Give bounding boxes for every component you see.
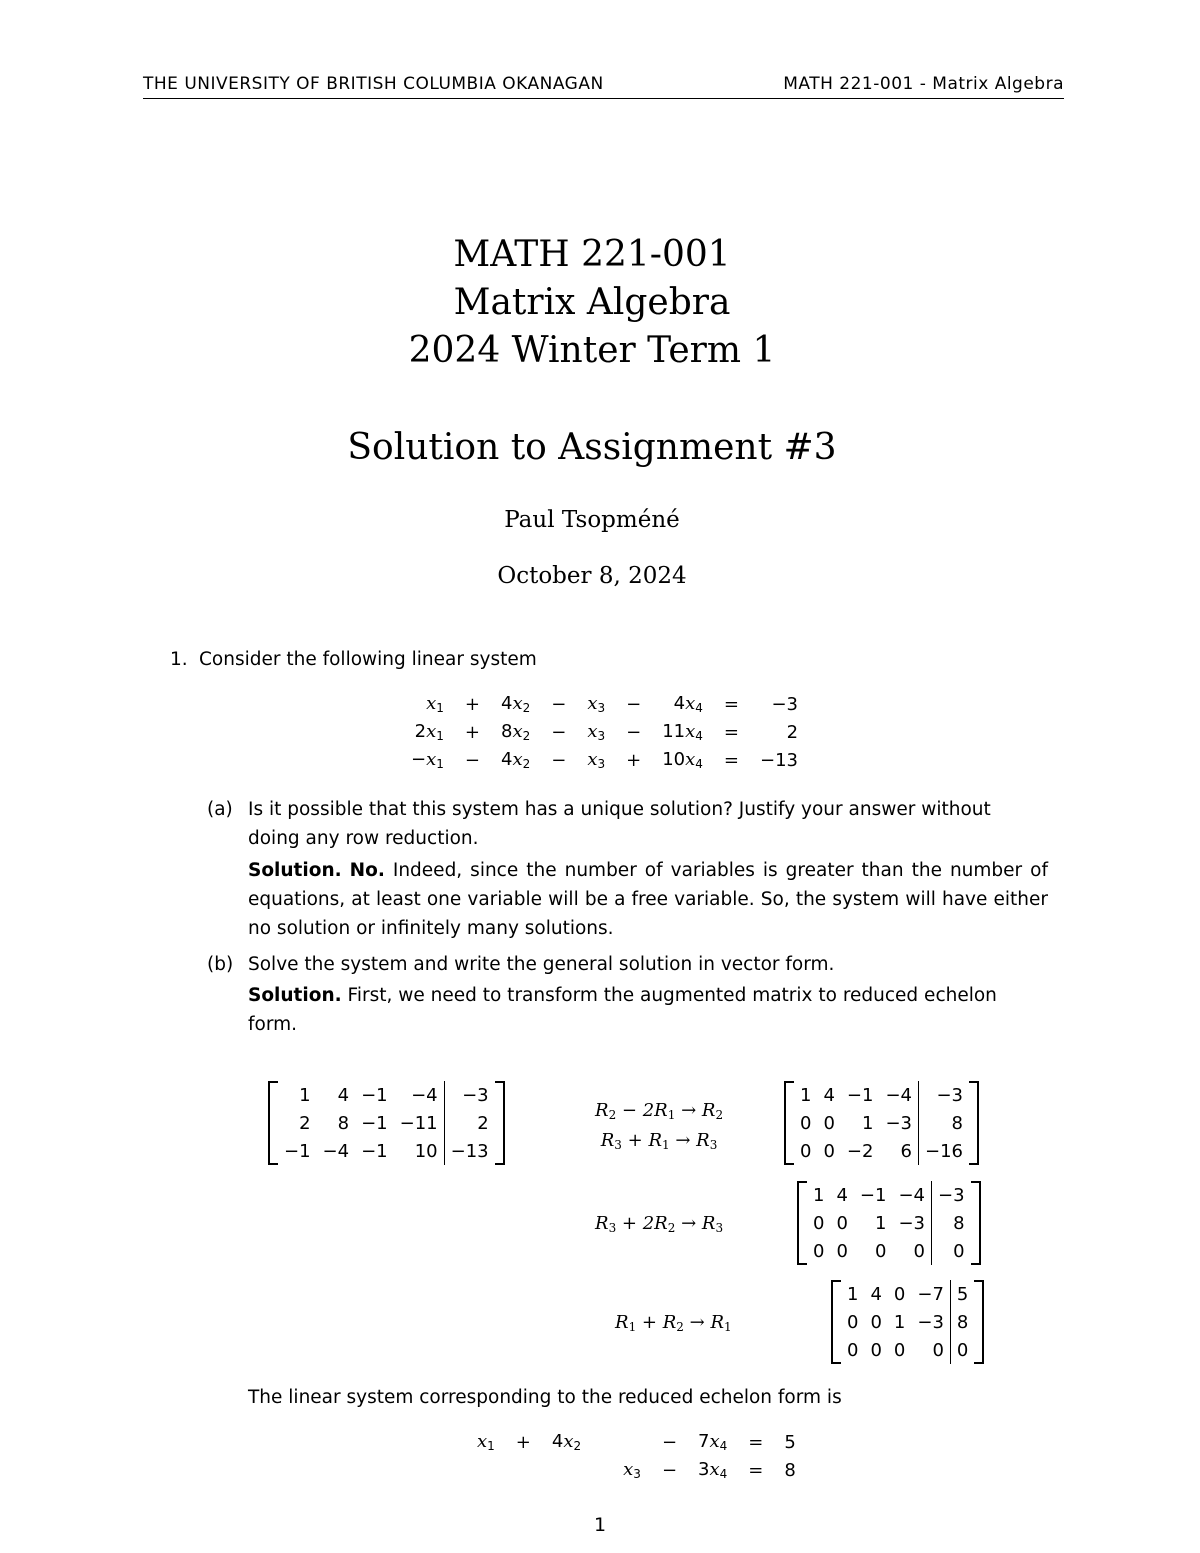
matrix-entry: −13 bbox=[444, 1137, 495, 1165]
subscript: 3 bbox=[597, 757, 606, 771]
matrix-entry: 8 bbox=[919, 1109, 970, 1137]
subscript: 1 bbox=[436, 729, 444, 743]
row-op: $R_3 + R_1 \to R_3$ bbox=[600, 1130, 718, 1152]
operator: + bbox=[464, 693, 480, 715]
term bbox=[580, 690, 612, 718]
term bbox=[494, 746, 537, 774]
operator: + bbox=[464, 721, 480, 743]
operator: + bbox=[515, 1431, 531, 1453]
subscript: 1 bbox=[487, 1439, 495, 1453]
matrix-row bbox=[794, 1137, 969, 1165]
term bbox=[655, 718, 710, 746]
variable: x bbox=[426, 693, 437, 714]
matrix-entry: 4 bbox=[823, 1084, 835, 1106]
equation-row bbox=[404, 718, 805, 746]
operator: = bbox=[723, 749, 740, 771]
matrix-row bbox=[794, 1081, 969, 1109]
header-university: THE UNIVERSITY OF BRITISH COLUMBIA OKANAGAN bbox=[143, 74, 604, 94]
rhs-value: −13 bbox=[760, 749, 799, 771]
matrix-entry: 0 bbox=[875, 1240, 887, 1262]
variable: x bbox=[709, 1431, 720, 1452]
coefficient: − bbox=[411, 749, 427, 770]
term bbox=[470, 1456, 502, 1484]
matrix-entry: 1 bbox=[893, 1311, 906, 1333]
operator bbox=[502, 1456, 545, 1484]
matrix-entry: 0 bbox=[932, 1339, 944, 1361]
matrix-entry: −7 bbox=[917, 1283, 944, 1305]
matrix-entry: −1 bbox=[859, 1184, 887, 1206]
coefficient: 2 bbox=[414, 721, 427, 742]
operator: − bbox=[626, 693, 642, 715]
matrix-entry: 1 bbox=[875, 1212, 887, 1234]
matrix-row bbox=[278, 1109, 495, 1137]
matrix-row bbox=[278, 1137, 495, 1165]
matrix-entry: −3 bbox=[885, 1112, 912, 1134]
term bbox=[545, 1428, 588, 1456]
equation-row bbox=[470, 1428, 803, 1456]
term bbox=[616, 1428, 648, 1456]
variable: x bbox=[709, 1459, 720, 1480]
matrix-entry: 0 bbox=[913, 1240, 925, 1262]
variable: x bbox=[426, 721, 437, 742]
operator bbox=[588, 1456, 616, 1484]
equation-row bbox=[404, 746, 805, 774]
matrix-original bbox=[268, 1081, 505, 1165]
course-code: MATH 221-001 bbox=[453, 234, 731, 275]
variable: x bbox=[512, 721, 523, 742]
operator: − bbox=[661, 1431, 678, 1453]
matrix-entry: −1 bbox=[361, 1084, 388, 1106]
solution-answer: No. bbox=[349, 860, 385, 881]
matrix-entry: −3 bbox=[917, 1311, 944, 1333]
subscript: 1 bbox=[436, 757, 444, 771]
course-name: Matrix Algebra bbox=[453, 282, 731, 323]
matrix-entry: 1 bbox=[299, 1084, 311, 1106]
matrix-entry: −3 bbox=[919, 1081, 970, 1109]
matrix-entry: −1 bbox=[361, 1112, 388, 1134]
rhs-value: 2 bbox=[786, 721, 799, 743]
part-a-solution bbox=[248, 856, 1048, 943]
matrix-row bbox=[841, 1336, 974, 1364]
term bbox=[404, 718, 451, 746]
term bbox=[655, 746, 710, 774]
q1-intro: Consider the following linear system bbox=[199, 649, 537, 670]
part-b-label: (b) bbox=[207, 954, 234, 975]
variable: x bbox=[587, 749, 598, 770]
matrix-entry: −16 bbox=[919, 1137, 970, 1165]
matrix-entry: −3 bbox=[898, 1212, 925, 1234]
part-b-solution bbox=[248, 981, 1048, 1039]
matrix-entry: 0 bbox=[893, 1339, 906, 1361]
matrix-entry: −11 bbox=[399, 1112, 438, 1134]
matrix-entry: −3 bbox=[932, 1181, 971, 1209]
matrix-step-1 bbox=[784, 1081, 979, 1165]
variable: x bbox=[563, 1431, 574, 1452]
header-course: MATH 221-001 - Matrix Algebra bbox=[783, 74, 1064, 94]
matrix-entry: 2 bbox=[299, 1112, 311, 1134]
matrix-entry: −4 bbox=[898, 1184, 925, 1206]
author: Paul Tsopméné bbox=[504, 507, 680, 533]
page-number: 1 bbox=[593, 1514, 607, 1536]
matrix-entry: 4 bbox=[337, 1084, 350, 1106]
solution-text: First, we need to transform the augmented matrix to reduced echelon form. bbox=[248, 985, 997, 1035]
matrix-entry: 0 bbox=[870, 1339, 882, 1361]
reduced-system bbox=[470, 1428, 803, 1484]
row-ops-2 bbox=[595, 1211, 723, 1241]
term bbox=[616, 1456, 648, 1484]
subscript: 1 bbox=[436, 701, 444, 715]
equation-row bbox=[404, 690, 805, 718]
variable: x bbox=[512, 749, 523, 770]
variable: x bbox=[587, 721, 598, 742]
rhs-value: 5 bbox=[784, 1431, 796, 1453]
page-header bbox=[143, 74, 1064, 99]
matrix-entry: 1 bbox=[813, 1184, 825, 1206]
matrix-entry: 0 bbox=[870, 1311, 882, 1333]
matrix-entry: 1 bbox=[847, 1283, 859, 1305]
matrix-entry: 0 bbox=[950, 1336, 974, 1364]
matrix-entry: 2 bbox=[444, 1109, 495, 1137]
linear-system bbox=[404, 690, 805, 774]
operator: = bbox=[723, 721, 740, 743]
subscript: 2 bbox=[522, 729, 531, 743]
coefficient: 4 bbox=[500, 749, 513, 770]
row-op: $R_2 - 2R_1 \to R_2$ bbox=[595, 1100, 724, 1122]
subscript: 2 bbox=[522, 757, 531, 771]
variable: x bbox=[623, 1459, 634, 1480]
variable: x bbox=[426, 749, 437, 770]
term bbox=[691, 1456, 734, 1484]
matrix-entry: 10 bbox=[414, 1140, 438, 1162]
matrix-entry: 0 bbox=[823, 1112, 835, 1134]
operator: − bbox=[551, 693, 567, 715]
matrix-entry: 0 bbox=[836, 1240, 848, 1262]
matrix-entry: −4 bbox=[411, 1084, 438, 1106]
subscript: 3 bbox=[597, 701, 606, 715]
term bbox=[404, 746, 451, 774]
matrix-entry: 0 bbox=[800, 1140, 812, 1162]
coefficient: 3 bbox=[698, 1459, 710, 1480]
matrix-row bbox=[841, 1280, 974, 1308]
title-block bbox=[0, 231, 1184, 375]
row-op: $R_1 + R_2 \to R_1$ bbox=[615, 1312, 732, 1334]
term bbox=[691, 1428, 734, 1456]
operator: + bbox=[626, 749, 642, 771]
variable: x bbox=[685, 721, 696, 742]
subscript: 4 bbox=[719, 1439, 728, 1453]
matrix-entry: 1 bbox=[862, 1112, 874, 1134]
subscript: 4 bbox=[695, 729, 703, 743]
operator: − bbox=[464, 749, 480, 771]
date: October 8, 2024 bbox=[497, 563, 687, 589]
matrix-entry: 0 bbox=[813, 1240, 825, 1262]
matrix-entry: −4 bbox=[322, 1140, 350, 1162]
subscript: 2 bbox=[522, 701, 531, 715]
reduced-intro: The linear system corresponding to the reduced echelon form is bbox=[248, 1387, 842, 1408]
coefficient: 11 bbox=[662, 721, 686, 742]
q1-number: 1. bbox=[170, 649, 188, 670]
variable: x bbox=[512, 693, 523, 714]
matrix-entry: 8 bbox=[337, 1112, 350, 1134]
matrix-entry: 4 bbox=[870, 1283, 882, 1305]
row-op: $R_3 + 2R_2 \to R_3$ bbox=[595, 1213, 724, 1235]
course-term: 2024 Winter Term 1 bbox=[408, 330, 776, 371]
operator: − bbox=[551, 749, 567, 771]
document-title: Solution to Assignment #3 bbox=[347, 427, 837, 468]
coefficient: 10 bbox=[662, 749, 686, 770]
matrix-row bbox=[807, 1237, 971, 1265]
matrix-entry: 0 bbox=[847, 1339, 859, 1361]
part-a-label: (a) bbox=[207, 799, 233, 820]
matrix-row bbox=[841, 1308, 974, 1336]
part-b-question: Solve the system and write the general solution in vector form. bbox=[248, 954, 835, 975]
matrix-row bbox=[794, 1109, 969, 1137]
term bbox=[494, 690, 537, 718]
row-ops-3 bbox=[615, 1310, 732, 1340]
operator: − bbox=[661, 1459, 678, 1481]
variable: x bbox=[685, 749, 696, 770]
matrix-entry: 0 bbox=[932, 1237, 971, 1265]
operator: = bbox=[748, 1459, 764, 1481]
matrix-entry: 0 bbox=[800, 1112, 812, 1134]
matrix-entry: −4 bbox=[885, 1084, 912, 1106]
part-a-question: Is it possible that this system has a unique solution? Justify your answer without doing any row reduction. bbox=[248, 799, 991, 849]
matrix-step-2 bbox=[797, 1181, 981, 1265]
matrix-reduced bbox=[831, 1280, 984, 1364]
matrix-row bbox=[278, 1081, 495, 1109]
subscript: 3 bbox=[633, 1467, 641, 1481]
rhs-value: 8 bbox=[784, 1459, 796, 1481]
coefficient: 8 bbox=[500, 721, 513, 742]
operator: − bbox=[551, 721, 567, 743]
term bbox=[655, 690, 710, 718]
variable: x bbox=[477, 1431, 488, 1452]
matrix-entry: 0 bbox=[893, 1283, 906, 1305]
matrix-entry: −1 bbox=[361, 1140, 388, 1162]
operator: = bbox=[723, 693, 740, 715]
solution-label: Solution. bbox=[248, 860, 342, 881]
matrix-row bbox=[807, 1181, 971, 1209]
matrix-entry: 0 bbox=[847, 1311, 859, 1333]
coefficient: 7 bbox=[698, 1431, 710, 1452]
subscript: 2 bbox=[573, 1439, 582, 1453]
coefficient: 4 bbox=[673, 693, 686, 714]
solution-text: Indeed, since the number of variables is greater than the number of equations, at least one variable will be a free variable. So, the system will have either no solution or infinitely many solutions. bbox=[248, 860, 1048, 939]
matrix-entry: 0 bbox=[823, 1140, 835, 1162]
subscript: 4 bbox=[719, 1467, 728, 1481]
variable: x bbox=[685, 693, 696, 714]
subscript: 4 bbox=[695, 701, 703, 715]
row-ops-1 bbox=[595, 1098, 723, 1158]
operator: − bbox=[626, 721, 642, 743]
term bbox=[580, 718, 612, 746]
term bbox=[404, 690, 451, 718]
matrix-entry: 8 bbox=[950, 1308, 974, 1336]
term bbox=[470, 1428, 502, 1456]
matrix-entry: 8 bbox=[932, 1209, 971, 1237]
subscript: 3 bbox=[597, 729, 606, 743]
variable: x bbox=[587, 693, 598, 714]
term bbox=[545, 1456, 588, 1484]
matrix-entry: 4 bbox=[836, 1184, 848, 1206]
coefficient: 4 bbox=[500, 693, 513, 714]
matrix-entry: 0 bbox=[813, 1212, 825, 1234]
term bbox=[494, 718, 537, 746]
rhs-value: −3 bbox=[771, 693, 799, 715]
matrix-entry: 0 bbox=[836, 1212, 848, 1234]
matrix-entry: 1 bbox=[800, 1084, 812, 1106]
matrix-row bbox=[807, 1209, 971, 1237]
term bbox=[580, 746, 612, 774]
matrix-entry: 5 bbox=[950, 1280, 974, 1308]
matrix-entry: −2 bbox=[846, 1140, 874, 1162]
equation-row bbox=[470, 1456, 803, 1484]
matrix-entry: −1 bbox=[284, 1140, 311, 1162]
operator: = bbox=[748, 1431, 764, 1453]
matrix-entry: −3 bbox=[444, 1081, 495, 1109]
subscript: 4 bbox=[695, 757, 703, 771]
matrix-entry: 6 bbox=[900, 1140, 912, 1162]
operator bbox=[588, 1428, 616, 1456]
matrix-entry: −1 bbox=[846, 1084, 874, 1106]
solution-label: Solution. bbox=[248, 985, 342, 1006]
coefficient: 4 bbox=[551, 1431, 564, 1452]
